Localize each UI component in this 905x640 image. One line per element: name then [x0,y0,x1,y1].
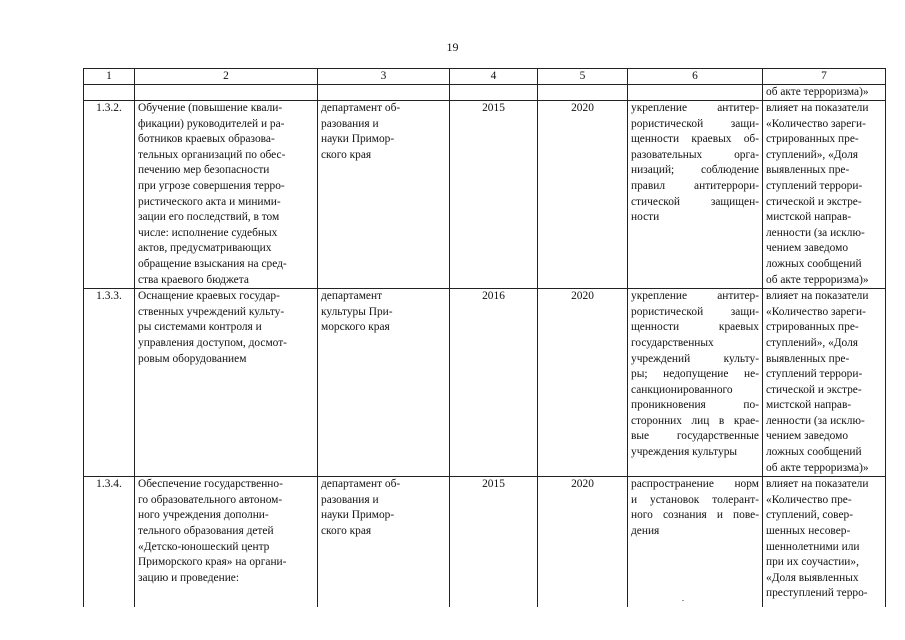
row-number: 1.3.3. [84,289,135,477]
continuation-indicator-text: об акте терроризма)» [763,85,886,101]
activity-name-line: ры системами контроля и [138,321,262,334]
end-year: 2020 [538,477,628,607]
indicator-link-line: шенных несовер- [766,525,851,538]
activity-name-line: управления доступом, досмот- [138,336,287,349]
continuation-cell [628,85,763,101]
indicator-link-line: мистской направ- [766,399,852,412]
activity-name-line: ного учреждения дополни- [138,509,269,522]
indicator-link-line: об акте терроризма)» [766,273,869,286]
indicator-link-line: преступлений терро- [766,587,868,600]
indicator-link-line: мистской направ- [766,211,852,224]
expected-result-line: щенности краевых об- [631,133,759,146]
executor-line: культуры При- [321,305,393,318]
activity-name-line: Обеспечение государственно- [138,478,283,491]
indicator-link-line: стической и экстре- [766,195,862,208]
indicator-link-line: чением заведомо [766,430,849,443]
expected-result-line: распространение норм [631,478,759,491]
indicator-link-line: ленности (за исклю- [766,226,865,239]
expected-result-line: рористической защи- [631,305,759,318]
indicator-link-line: «Количество зареги- [766,305,866,318]
activity-name-line: обращение взыскания на сред- [138,257,287,270]
page-number: 19 [446,40,459,54]
header-col-2: 2 [135,69,318,85]
indicator-link-line: стрированных пре- [766,133,859,146]
continuation-row [84,85,886,101]
start-year: 2016 [450,289,538,477]
continuation-cell [538,85,628,101]
indicator-link-line: «Доля выявленных [766,571,859,584]
indicator-link-line: ступлений террори- [766,179,863,192]
continuation-cell [84,85,135,101]
executor-line: департамент об- [321,102,401,114]
header-col-3: 3 [318,69,450,85]
indicator-link-line: ложных сообщений [766,446,862,459]
activity-name-line: ристического акта и миними- [138,195,281,208]
end-year: 2020 [538,101,628,289]
indicator-link-line: «Количество зареги- [766,117,866,130]
header-col-5: 5 [538,69,628,85]
header-col-7: 7 [763,69,886,85]
indicator-link-line: влияет на показатели [766,478,869,491]
continuation-cell [135,85,318,101]
expected-result [628,477,763,607]
indicator-link [763,289,886,477]
expected-result-line: вые государственные [631,430,759,443]
activity-name-line: ственных учреждений культу- [138,305,285,318]
indicator-link-line: влияет на показатели [766,290,869,303]
indicator-link-line: об акте терроризма)» [766,461,869,474]
indicator-link-line: ступлений», «Доля [766,336,859,349]
activity-name-line: тельного образования детей [138,525,274,538]
activity-name-line: фикации) руководителей и ра- [138,117,285,130]
executor-line: ского края [321,525,372,538]
expected-result-line: укрепление антитер- [631,290,759,303]
activity-name-line: актов, предусматривающих [138,242,272,255]
expected-result-line: санкционированного [631,383,733,396]
indicator-link-line: ступлений», «Доля [766,148,859,161]
activity-name-line: Обучение (повышение квали- [138,102,283,114]
indicator-link-line: шеннолетними или [766,540,860,553]
executor-line: ского края [321,148,372,161]
expected-result-line: разовательных орга- [631,148,759,161]
expected-result-line: правил антитеррори- [631,179,759,192]
activity-name-line: числе: исполнение судебных [138,226,278,239]
expected-result-line: и установок толерант- [631,493,759,506]
executor-line: разования и [321,117,379,130]
executor [318,477,450,607]
activity-name [135,101,318,289]
indicator-link [763,477,886,607]
expected-result-line: ного сознания и пове- [631,509,759,522]
expected-result-line: учреждений культу- [631,352,759,365]
header-row [84,69,886,85]
executor-line: разования и [321,493,379,506]
executor-line: морского края [321,321,390,334]
activity-name-line: печению мер безопасности [138,164,270,177]
activity-name-line: ботников краевых образова- [138,133,275,146]
executor-line: департамент об- [321,478,401,491]
activity-name-line: при угрозе совершения терро- [138,179,285,192]
indicator-link-line: стической и экстре- [766,383,862,396]
header-col-1: 1 [84,69,135,85]
executor [318,101,450,289]
expected-result-line: щенности краевых [631,321,759,334]
executor-line: департамент [321,290,383,303]
expected-result-line: учреждения культуры [631,446,738,459]
indicator-link-line: выявленных пре- [766,164,850,177]
continuation-cell [318,85,450,101]
expected-result-line: ры; недопущение не- [631,368,759,381]
expected-result [628,289,763,477]
indicator-link-line: ленности (за исклю- [766,414,865,427]
header-col-4: 4 [450,69,538,85]
scan-speck [682,600,684,601]
executor-line: науки Примор- [321,133,395,146]
activity-name-line: го образовательного автоном- [138,493,283,506]
row-number: 1.3.4. [84,477,135,607]
indicator-link-line: выявленных пре- [766,352,850,365]
activity-name [135,477,318,607]
indicator-link-line: стрированных пре- [766,321,859,334]
activity-name-line: «Детско-юношеский центр [138,540,270,553]
indicator-link-line: ложных сообщений [766,257,862,270]
indicator-link-line: ступлений террори- [766,368,863,381]
expected-result-line: проникновения по- [631,399,759,412]
end-year: 2020 [538,289,628,477]
executor [318,289,450,477]
expected-result [628,101,763,289]
activity-name-line: ровым оборудованием [138,352,247,365]
activity-name-line: ства краевого бюджета [138,273,249,286]
table-row [84,101,886,289]
expected-result-line: рористической защи- [631,117,759,130]
expected-result-line: сторонних лиц в крае- [631,414,759,427]
plan-table [83,68,886,607]
indicator-link-line: при их соучастии», [766,556,859,569]
row-number: 1.3.2. [84,101,135,289]
start-year: 2015 [450,101,538,289]
start-year: 2015 [450,477,538,607]
indicator-link [763,101,886,289]
activity-name-line: Оснащение краевых государ- [138,290,280,303]
table-row [84,289,886,477]
continuation-cell [450,85,538,101]
indicator-link-line: ступлений, совер- [766,509,854,522]
indicator-link-line: влияет на показатели [766,102,869,114]
indicator-link-line: чением заведомо [766,242,849,255]
expected-result-line: укрепление антитер- [631,102,759,114]
expected-result-line: государственных [631,336,714,349]
activity-name-line: тельных организаций по обес- [138,148,286,161]
expected-result-line: низаций; соблюдение [631,164,759,177]
header-col-6: 6 [628,69,763,85]
indicator-link-line: «Количество пре- [766,493,852,506]
executor-line: науки Примор- [321,509,395,522]
expected-result-line: ности [631,211,660,224]
table-row [84,477,886,607]
activity-name [135,289,318,477]
expected-result-line: стической защищен- [631,195,759,208]
activity-name-line: Приморского края» на органи- [138,556,287,569]
activity-name-line: зации его последствий, в том [138,211,280,224]
activity-name-line: зацию и проведение: [138,571,240,584]
expected-result-line: дения [631,525,660,538]
